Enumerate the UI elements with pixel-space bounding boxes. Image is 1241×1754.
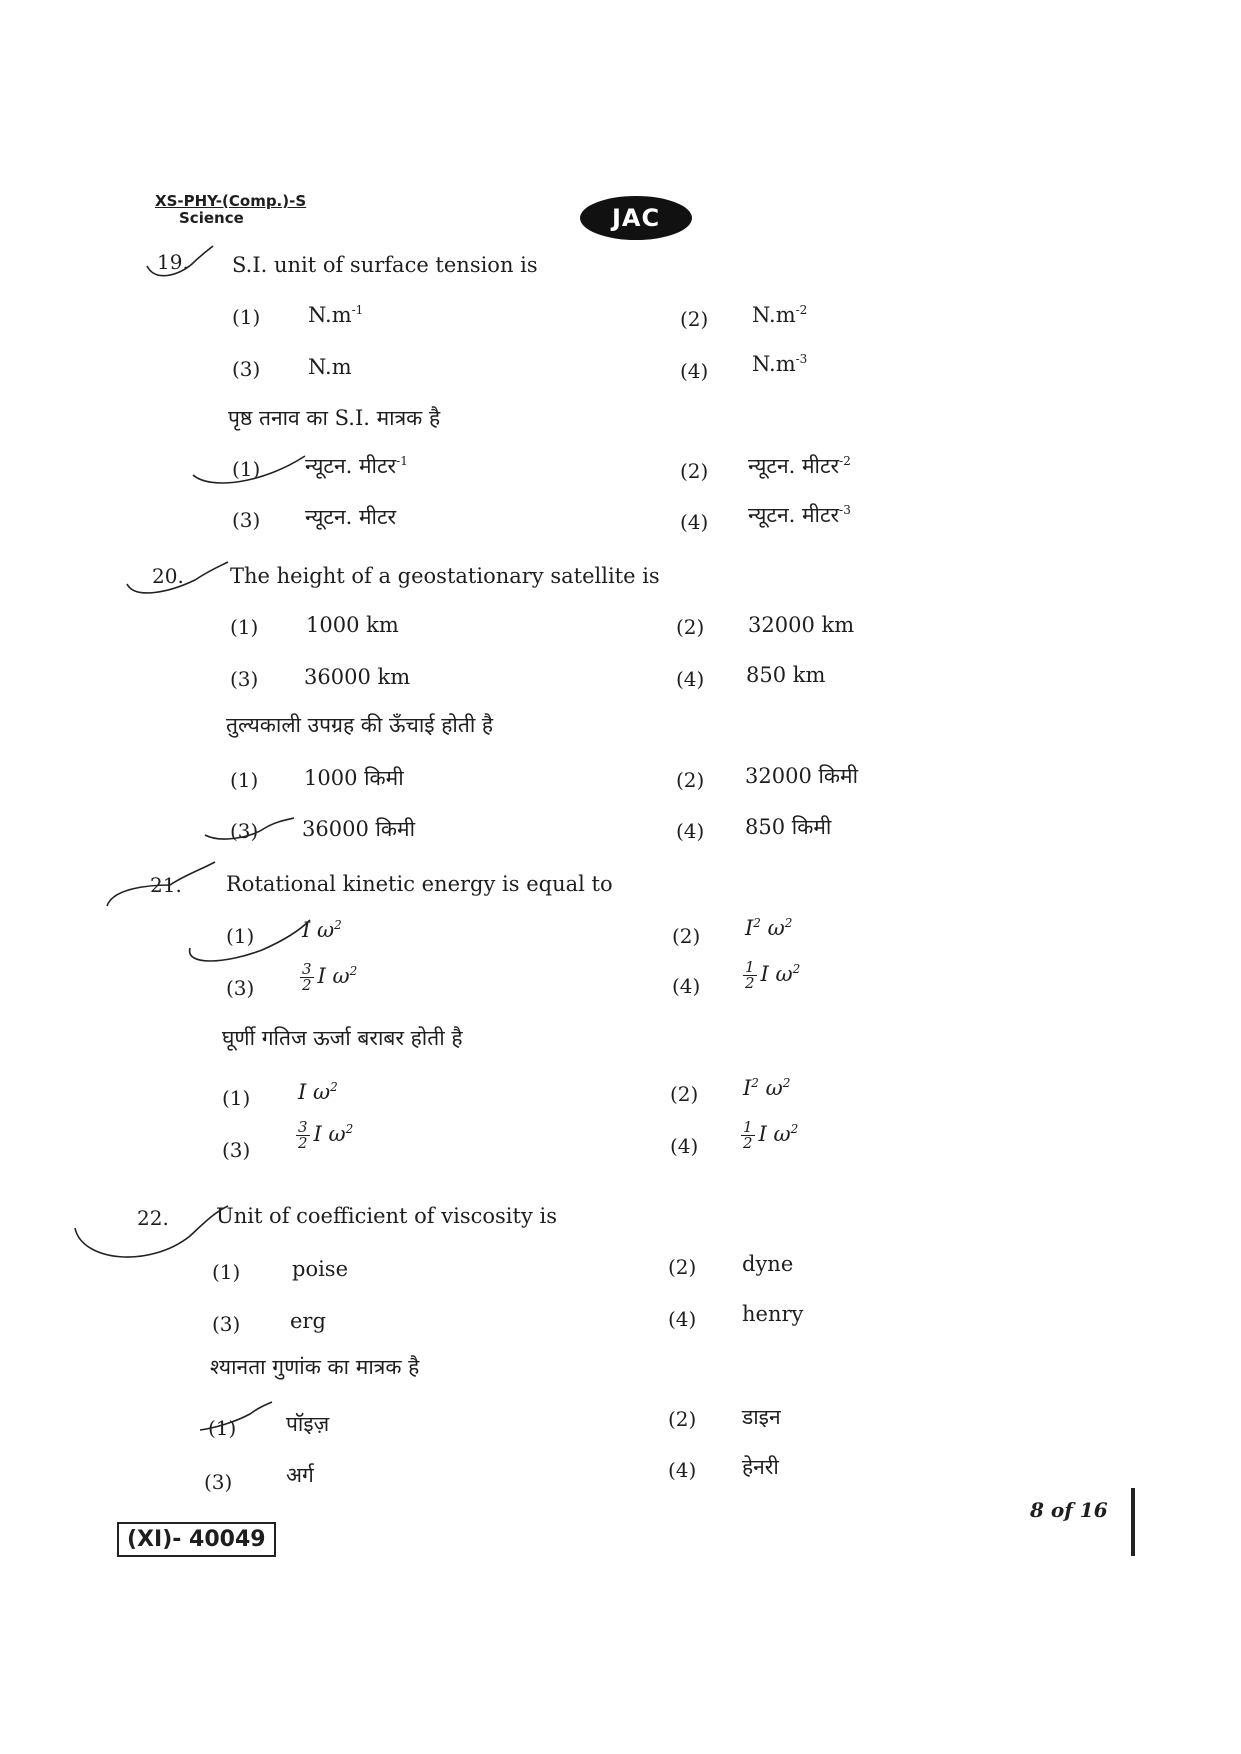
- subject-code-line1: XS-PHY-(Comp.)-S: [155, 192, 307, 210]
- q22-en-opt2-label: (2): [668, 1255, 697, 1279]
- q20-hi-opt2-label: (2): [676, 768, 705, 792]
- q20-hi-opt1: 1000 किमी: [304, 766, 404, 790]
- q22-en-opt4: henry: [742, 1302, 804, 1326]
- q22-en-opt4-label: (4): [668, 1307, 697, 1331]
- q20-en-opt4: 850 km: [746, 663, 826, 687]
- q22-hi-opt4-label: (4): [668, 1458, 697, 1482]
- q20-text-hi: तुल्यकाली उपग्रह की ऊँचाई होती है: [226, 713, 494, 737]
- q21-hi-opt2: $I^2$ $\omega^2$: [743, 1076, 791, 1100]
- q21-en-opt1-label: (1): [226, 924, 255, 948]
- q19-en-opt1: $N.m^{-1}$: [308, 303, 364, 327]
- q20-en-opt2: 32000 km: [748, 613, 855, 637]
- q19-hi-opt2-label: (2): [680, 459, 709, 483]
- q19-en-opt2-label: (2): [680, 307, 709, 331]
- q20-text-en: The height of a geostationary satellite is: [230, 564, 660, 588]
- q19-en-opt1-label: (1): [232, 305, 261, 329]
- q21-hi-opt4: $\frac{1}{2}$ I $\omega^2$: [743, 1118, 799, 1152]
- q19-hi-opt3: न्यूटन. मीटर: [305, 505, 397, 529]
- q19-hi-opt1-label: (1): [232, 457, 261, 481]
- page-number: 8 of 16: [1030, 1498, 1108, 1522]
- q19-en-opt4: $N.m^{-3}$: [752, 352, 808, 376]
- q22-hi-opt3-label: (3): [204, 1470, 233, 1494]
- q21-en-opt2: $I^2$ $\omega^2$: [745, 916, 793, 940]
- q22-text-hi: श्यानता गुणांक का मात्रक है: [210, 1355, 420, 1379]
- q20-hi-opt2: 32000 किमी: [745, 764, 859, 788]
- q22-en-opt3-label: (3): [212, 1312, 241, 1336]
- q19-hi-opt2: न्यूटन. मीटर$^{-2}$: [748, 454, 851, 478]
- q19-en-opt3: N.m: [308, 355, 352, 379]
- q19-hi-opt3-label: (3): [232, 508, 261, 532]
- q20-hi-opt1-label: (1): [230, 768, 259, 792]
- q22-en-opt1-label: (1): [212, 1260, 241, 1284]
- q21-hi-opt3-label: (3): [222, 1138, 251, 1162]
- q21-hi-opt4-label: (4): [670, 1134, 699, 1158]
- q21-hi-opt3: $\frac{3}{2}$ I $\omega^2$: [298, 1118, 354, 1152]
- q20-en-opt2-label: (2): [676, 615, 705, 639]
- subject-code: [155, 193, 306, 227]
- q21-hi-opt2-label: (2): [670, 1082, 699, 1106]
- q22-en-opt3: erg: [290, 1309, 326, 1333]
- q20-en-opt4-label: (4): [676, 667, 705, 691]
- jac-logo: JAC: [580, 196, 692, 240]
- q19-text-hi: पृष्ठ तनाव का S.I. मात्रक है: [228, 406, 441, 430]
- subject-code-line2: Science: [179, 209, 244, 227]
- q19-number: 19.: [157, 250, 189, 274]
- q19-en-opt3-label: (3): [232, 357, 261, 381]
- q21-en-opt4-label: (4): [672, 974, 701, 998]
- q21-en-opt4: $\frac{1}{2}$ I $\omega^2$: [745, 958, 801, 992]
- q22-en-opt1: poise: [292, 1257, 349, 1281]
- q21-hi-opt1: I $\omega^2$: [298, 1080, 338, 1104]
- q19-text-en: S.I. unit of surface tension is: [232, 253, 538, 277]
- q19-hi-opt1: न्यूटन. मीटर$^{-1}$: [305, 454, 408, 478]
- q20-en-opt1: 1000 km: [306, 613, 399, 637]
- q19-en-opt4-label: (4): [680, 359, 709, 383]
- q20-hi-opt3-label: (3): [230, 819, 259, 843]
- q20-en-opt1-label: (1): [230, 615, 259, 639]
- q21-number: 21.: [150, 873, 182, 897]
- q22-hi-opt2-label: (2): [668, 1407, 697, 1431]
- q22-hi-opt4: हेनरी: [742, 1455, 779, 1479]
- q22-en-opt2: dyne: [742, 1252, 794, 1276]
- q22-hi-opt1: पॉइज़: [286, 1412, 330, 1436]
- q20-en-opt3-label: (3): [230, 667, 259, 691]
- q19-en-opt2: $N.m^{-2}$: [752, 303, 808, 327]
- q20-en-opt3: 36000 km: [304, 665, 411, 689]
- q20-hi-opt4-label: (4): [676, 819, 705, 843]
- q21-en-opt3: $\frac{3}{2}$ I $\omega^2$: [302, 960, 358, 994]
- q22-text-en: Unit of coefficient of viscosity is: [216, 1204, 557, 1228]
- q21-hi-opt1-label: (1): [222, 1086, 251, 1110]
- q22-hi-opt3: अर्ग: [286, 1463, 314, 1487]
- paper-code: (XI)- 40049: [117, 1522, 276, 1557]
- q22-hi-opt2: डाइन: [742, 1405, 781, 1429]
- q20-hi-opt3: 36000 किमी: [302, 817, 416, 841]
- q22-number: 22.: [137, 1206, 169, 1230]
- q21-text-hi: घूर्णी गतिज ऊर्जा बराबर होती है: [222, 1026, 463, 1050]
- q21-en-opt2-label: (2): [672, 924, 701, 948]
- q20-number: 20.: [152, 564, 184, 588]
- q19-hi-opt4: न्यूटन. मीटर$^{-3}$: [748, 503, 851, 527]
- q19-hi-opt4-label: (4): [680, 510, 709, 534]
- margin-line: [1131, 1488, 1135, 1556]
- q22-hi-opt1-label: (1): [208, 1416, 237, 1440]
- q21-en-opt1: I $\omega^2$: [302, 918, 342, 942]
- q21-text-en: Rotational kinetic energy is equal to: [226, 872, 613, 896]
- q21-en-opt3-label: (3): [226, 976, 255, 1000]
- q20-hi-opt4: 850 किमी: [745, 815, 832, 839]
